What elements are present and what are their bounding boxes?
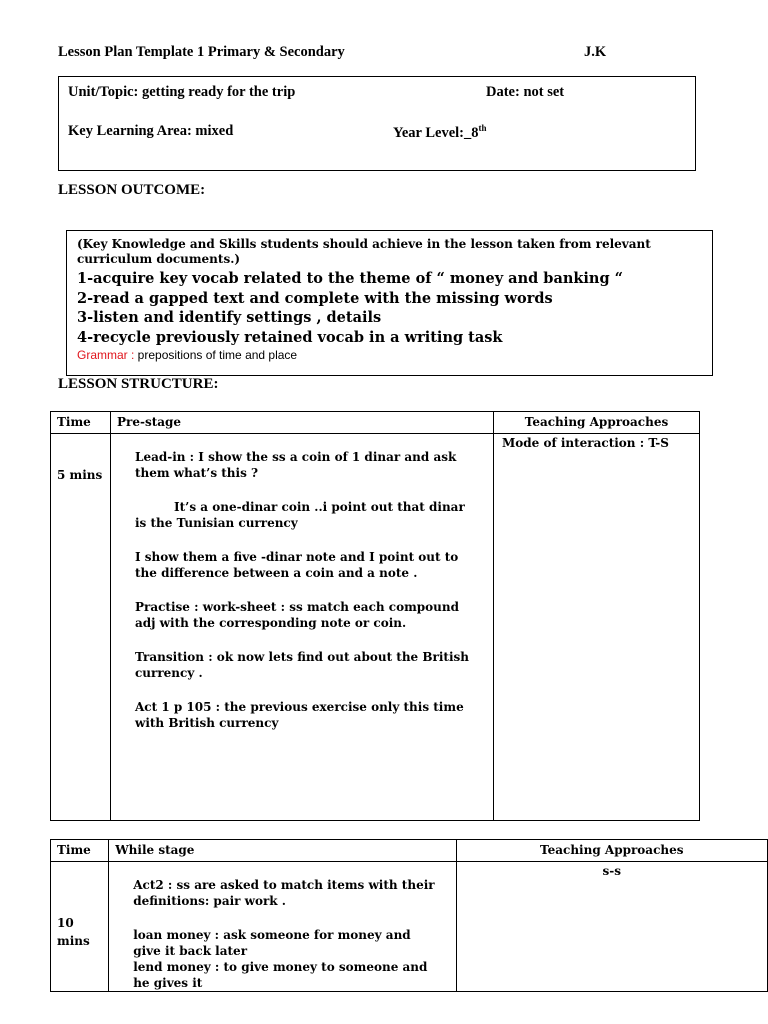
pre-stage-table [50,411,700,821]
author-initials: J.K [584,44,607,60]
time-cell [51,434,111,821]
grammar-line [77,348,297,362]
year-level-suffix: th [478,123,487,133]
while-stage-table [50,839,768,992]
unit-topic: Unit/Topic: getting ready for the trip [68,84,296,100]
stage-paragraph: Act2 : ss are asked to match items with their definitions: pair work . [133,878,435,908]
document-title: Lesson Plan Template 1 Primary & Secondary [58,44,345,60]
date: Date: not set [486,84,565,100]
col-time: Time [51,412,111,434]
lesson-structure-heading: LESSON STRUCTURE: [58,376,219,392]
stage-paragraph: It’s a one-dinar coin ..i point out that dinar is the Tunisian currency [135,500,465,530]
col-approaches: Teaching Approaches [494,412,700,434]
mode-of-interaction: s-s [602,864,622,878]
year-level [393,123,487,142]
time-value: 10 [57,916,74,930]
col-stage: Pre-stage [111,412,494,434]
stage-paragraph: Lead-in : I show the ss a coin of 1 dinar and ask them what’s this ? [135,450,457,480]
info-box [58,76,696,171]
stage-paragraph: Transition : ok now lets find out about the British currency . [135,650,469,680]
outcome-item: 4-recycle previously retained vocab in a writing task [77,329,503,346]
outcome-item: 1-acquire key vocab related to the theme of “ money and banking “ [77,270,624,287]
stage-paragraph: Practise : work-sheet : ss match each compound adj with the corresponding note or coin. [135,600,460,630]
grammar-text: prepositions of time and place [134,348,298,362]
time-value: 5 mins [57,468,103,482]
outcome-item: 3-listen and identify settings , details [77,309,382,326]
grammar-label: Grammar : [77,348,135,362]
table-row [51,862,768,992]
lesson-outcome-heading: LESSON OUTCOME: [58,182,206,198]
table-row [51,434,700,821]
approaches-cell [456,862,767,992]
time-cell [51,862,109,992]
col-stage: While stage [109,840,456,862]
stage-paragraph: loan money : ask someone for money and give it back later [133,928,411,958]
col-approaches: Teaching Approaches [456,840,767,862]
lesson-outcome-box [66,230,713,376]
stage-paragraph: Act 1 p 105 : the previous exercise only this time with British currency [135,700,464,730]
time-unit: mins [57,934,90,948]
key-learning-area: Key Learning Area: mixed [68,123,234,139]
col-time: Time [51,840,109,862]
year-level-text: Year Level:_8 [393,124,479,141]
table-header-row [51,840,768,862]
outcome-intro: (Key Knowledge and Skills students should achieve in the lesson taken from relevant curriculum documents.) [77,237,651,266]
mode-of-interaction: Mode of interaction : T-S [502,436,669,450]
outcome-item: 2-read a gapped text and complete with the missing words [77,290,553,307]
stage-paragraph: I show them a five -dinar note and I point out to the difference between a coin and a note . [135,550,459,580]
approaches-cell [494,434,700,821]
table-header-row [51,412,700,434]
stage-cell [111,434,494,821]
stage-paragraph: lend money : to give money to someone and he gives it [133,960,428,990]
stage-cell [109,862,456,992]
